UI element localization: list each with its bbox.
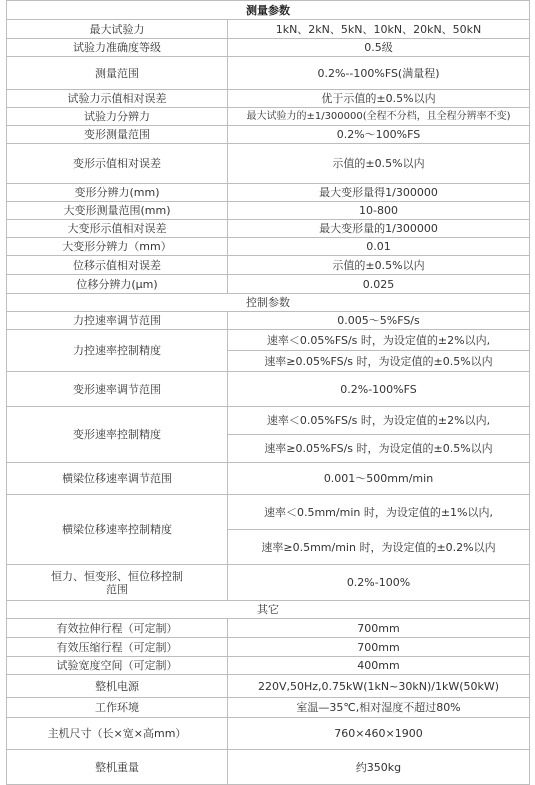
param-value: 优于示值的±0.5%以内 bbox=[228, 90, 530, 108]
param-label: 有效压缩行程（可定制） bbox=[7, 638, 228, 657]
table-row bbox=[7, 638, 530, 657]
param-value: 400mm bbox=[228, 657, 530, 675]
param-label: 大变形测量范围(mm) bbox=[7, 202, 228, 220]
param-label: 整机重量 bbox=[7, 750, 228, 785]
param-value-condition: 速率＜0.05%FS/s 时，为设定值的±2%以内, bbox=[228, 330, 530, 351]
param-value: 0.01 bbox=[228, 238, 530, 256]
table-row bbox=[7, 90, 530, 108]
param-label: 变形速率调节范围 bbox=[7, 372, 228, 407]
table-row bbox=[7, 126, 530, 144]
param-value-condition: 速率≥0.05%FS/s 时，为设定值的±0.5%以内 bbox=[228, 435, 530, 463]
param-value-condition: 速率＜0.05%FS/s 时，为设定值的±2%以内, bbox=[228, 407, 530, 435]
param-value: 700mm bbox=[228, 638, 530, 657]
table-row bbox=[7, 463, 530, 495]
param-label: 力控速率调节范围 bbox=[7, 312, 228, 330]
param-value: 0.5级 bbox=[228, 39, 530, 57]
table-row bbox=[7, 39, 530, 57]
section-title-other: 其它 bbox=[7, 601, 530, 619]
param-value: 最大变形量得1/300000 bbox=[228, 184, 530, 202]
table-row bbox=[7, 57, 530, 90]
param-label: 主机尺寸（长×宽×高mm） bbox=[7, 718, 228, 750]
spec-table bbox=[6, 0, 530, 785]
section-title-measure: 测量参数 bbox=[7, 1, 530, 20]
param-value: 0.025 bbox=[228, 275, 530, 294]
param-label: 试验力分辨力 bbox=[7, 108, 228, 126]
table-row bbox=[7, 312, 530, 330]
param-value: 示值的±0.5%以内 bbox=[228, 144, 530, 184]
param-label: 力控速率控制精度 bbox=[7, 330, 228, 372]
param-label: 试验力示值相对误差 bbox=[7, 90, 228, 108]
section-header-row bbox=[7, 1, 530, 20]
param-label: 大变形示值相对误差 bbox=[7, 220, 228, 238]
param-label: 位移示值相对误差 bbox=[7, 256, 228, 275]
table-row bbox=[7, 238, 530, 256]
param-value: 约350kg bbox=[228, 750, 530, 785]
table-row bbox=[7, 184, 530, 202]
section-header-row bbox=[7, 294, 530, 312]
param-value-condition: 速率＜0.5mm/min 时，为设定值的±1%以内, bbox=[228, 495, 530, 530]
table-row bbox=[7, 202, 530, 220]
param-label: 横梁位移速率控制精度 bbox=[7, 495, 228, 565]
param-label: 测量范围 bbox=[7, 57, 228, 90]
param-label: 有效拉伸行程（可定制） bbox=[7, 619, 228, 638]
param-value: 最大试验力的±1/300000(全程不分档，且全程分辨率不变) bbox=[228, 108, 530, 126]
param-value: 1kN、2kN、5kN、10kN、20kN、50kN bbox=[228, 20, 530, 39]
param-label: 整机电源 bbox=[7, 675, 228, 698]
param-label: 恒力、恒变形、恒位移控制范围 bbox=[7, 565, 228, 601]
table-row bbox=[7, 750, 530, 785]
table-row bbox=[7, 619, 530, 638]
param-value: 0.2%～100%FS bbox=[228, 126, 530, 144]
param-value-condition: 速率≥0.05%FS/s 时，为设定值的±0.5%以内 bbox=[228, 351, 530, 372]
param-value: 室温—35℃,相对湿度不超过80% bbox=[228, 698, 530, 718]
table-row bbox=[7, 698, 530, 718]
param-label: 变形分辨力(mm) bbox=[7, 184, 228, 202]
spec-table-container bbox=[6, 0, 529, 785]
section-header-row bbox=[7, 601, 530, 619]
param-label: 最大试验力 bbox=[7, 20, 228, 39]
param-value: 700mm bbox=[228, 619, 530, 638]
table-row bbox=[7, 565, 530, 601]
table-row bbox=[7, 256, 530, 275]
param-value: 最大变形量的1/300000 bbox=[228, 220, 530, 238]
param-value: 760×460×1900 bbox=[228, 718, 530, 750]
param-label: 位移分辨力(μm) bbox=[7, 275, 228, 294]
param-value: 0.2%-100% bbox=[228, 565, 530, 601]
param-value: 示值的±0.5%以内 bbox=[228, 256, 530, 275]
table-row bbox=[7, 718, 530, 750]
table-row bbox=[7, 220, 530, 238]
param-value: 10-800 bbox=[228, 202, 530, 220]
table-row bbox=[7, 495, 530, 530]
table-row bbox=[7, 407, 530, 435]
param-label: 变形速率控制精度 bbox=[7, 407, 228, 463]
table-row bbox=[7, 657, 530, 675]
param-label: 变形测量范围 bbox=[7, 126, 228, 144]
param-value: 220V,50Hz,0.75kW(1kN~30kN)/1kW(50kW) bbox=[228, 675, 530, 698]
table-row bbox=[7, 20, 530, 39]
param-label: 工作环境 bbox=[7, 698, 228, 718]
param-value: 0.2%-100%FS bbox=[228, 372, 530, 407]
param-label: 横梁位移速率调节范围 bbox=[7, 463, 228, 495]
table-row bbox=[7, 275, 530, 294]
param-label: 变形示值相对误差 bbox=[7, 144, 228, 184]
param-value: 0.005～5%FS/s bbox=[228, 312, 530, 330]
table-row bbox=[7, 330, 530, 351]
param-value-condition: 速率≥0.5mm/min 时，为设定值的±0.2%以内 bbox=[228, 530, 530, 565]
table-row bbox=[7, 675, 530, 698]
param-label: 试验宽度空间（可定制） bbox=[7, 657, 228, 675]
param-label: 大变形分辨力（mm） bbox=[7, 238, 228, 256]
table-row bbox=[7, 144, 530, 184]
section-title-control: 控制参数 bbox=[7, 294, 530, 312]
table-row bbox=[7, 372, 530, 407]
param-value: 0.2%--100%FS(满量程) bbox=[228, 57, 530, 90]
table-row bbox=[7, 108, 530, 126]
param-value: 0.001～500mm/min bbox=[228, 463, 530, 495]
param-label: 试验力准确度等级 bbox=[7, 39, 228, 57]
